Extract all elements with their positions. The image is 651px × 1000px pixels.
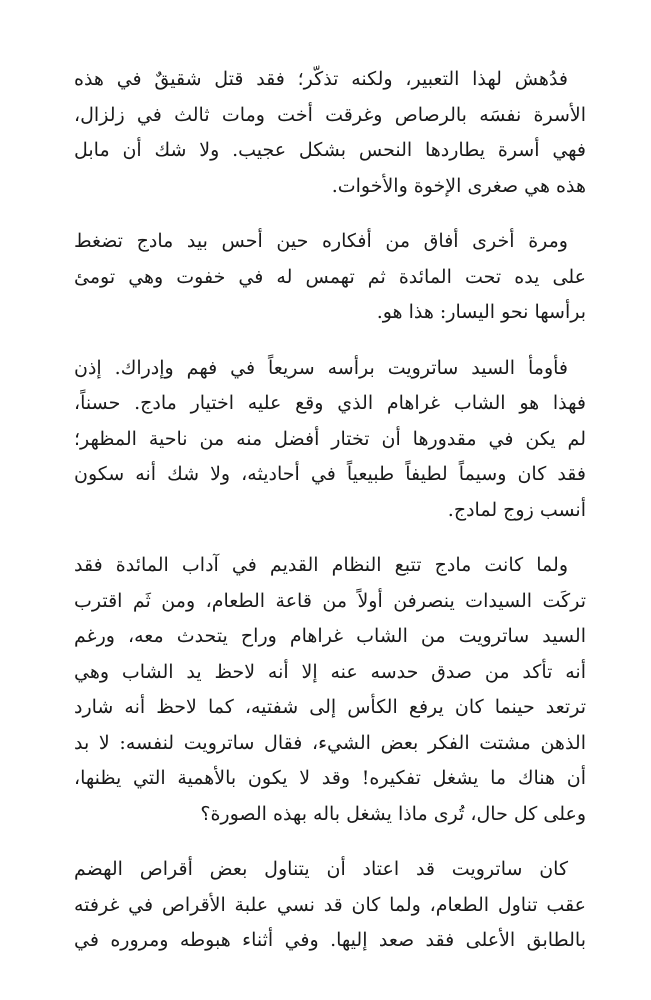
text-line: هذه هي صغرى الإخوة والأخوات. [331,174,586,197]
text-line: كان ساترويت قد اعتاد أن يتناول بعض أقراص الهضم [74,858,568,880]
text-line: فدُهش لهذا التعبير، ولكنه تذكّر؛ فقد قتل شقيقٌ في هذه [74,68,568,90]
text-line: ترتعد حينما كان يرفع الكأس إلى شفتيه، كما لاحظ أنه شارد [74,696,586,718]
paragraph-5 [74,852,586,959]
text-line: أن هناك ما يشغل تفكيره! وقد لا يكون بالأهمية التي يظنها، [74,767,586,789]
paragraph-2 [74,224,586,331]
paragraph-3 [74,351,586,529]
text-line: ومرة أخرى أفاق من أفكاره حين أحس بيد مادج تضغط [74,230,568,252]
text-line: برأسها نحو اليسار: هذا هو. [376,301,586,323]
text-line: أنه تأكد من صدق حدسه عنه إلا أنه لاحظ يد الشاب وهي [74,660,586,683]
text-line: عقب تناول الطعام، ولما كان قد نسي علبة الأقراص في غرفته [74,893,586,916]
text-line: فأومأ السيد ساترويت برأسه سريعاً في فهم وإدراك. إذن [74,356,568,379]
text-line: بالطابق الأعلى فقد صعد إليها. وفي أثناء هبوطه ومروره في [74,929,586,951]
text-line: أنسب زوج لمادج. [447,498,586,521]
text-line: فهذا هو الشاب غراهام الذي وقع عليه اختيار مادج. حسناً، [74,392,586,414]
book-page-text [74,62,586,979]
text-line: فقد كان وسيماً لطيفاً طبيعياً في أحاديثه، ولا شك أنه سكون [74,463,586,485]
text-line: السيد ساترويت من الشاب غراهام وراح يتحدث معه، ورغم [74,625,586,647]
text-line: وعلى كل حال، تُرى ماذا يشغل باله بهذه الصورة؟ [200,802,586,825]
text-line: لم يكن في مقدورها أن تختار أفضل منه من ناحية المظهر؛ [74,427,586,450]
text-line: تركَت السيدات ينصرفن أولاً من قاعة الطعام، ومن ثَم اقترب [74,589,586,612]
text-line: على يده تحت المائدة ثم تهمس له في خفوت وهي تومئ [74,265,586,288]
paragraph-1 [74,62,586,204]
paragraph-4 [74,548,586,832]
text-line: الأسرة نفسَه بالرصاص وغرقت أخت ومات ثالث في زلزال، [74,103,586,126]
text-line: الذهن مشتت الفكر بعض الشيء، فقال ساترويت لنفسه: لا بد [74,731,586,754]
text-line: ولما كانت مادج تتبع النظام القديم في آداب المائدة فقد [74,554,568,576]
text-line: فهي أسرة يطاردها النحس بشكل عجيب. ولا شك أن مابل [74,139,586,161]
